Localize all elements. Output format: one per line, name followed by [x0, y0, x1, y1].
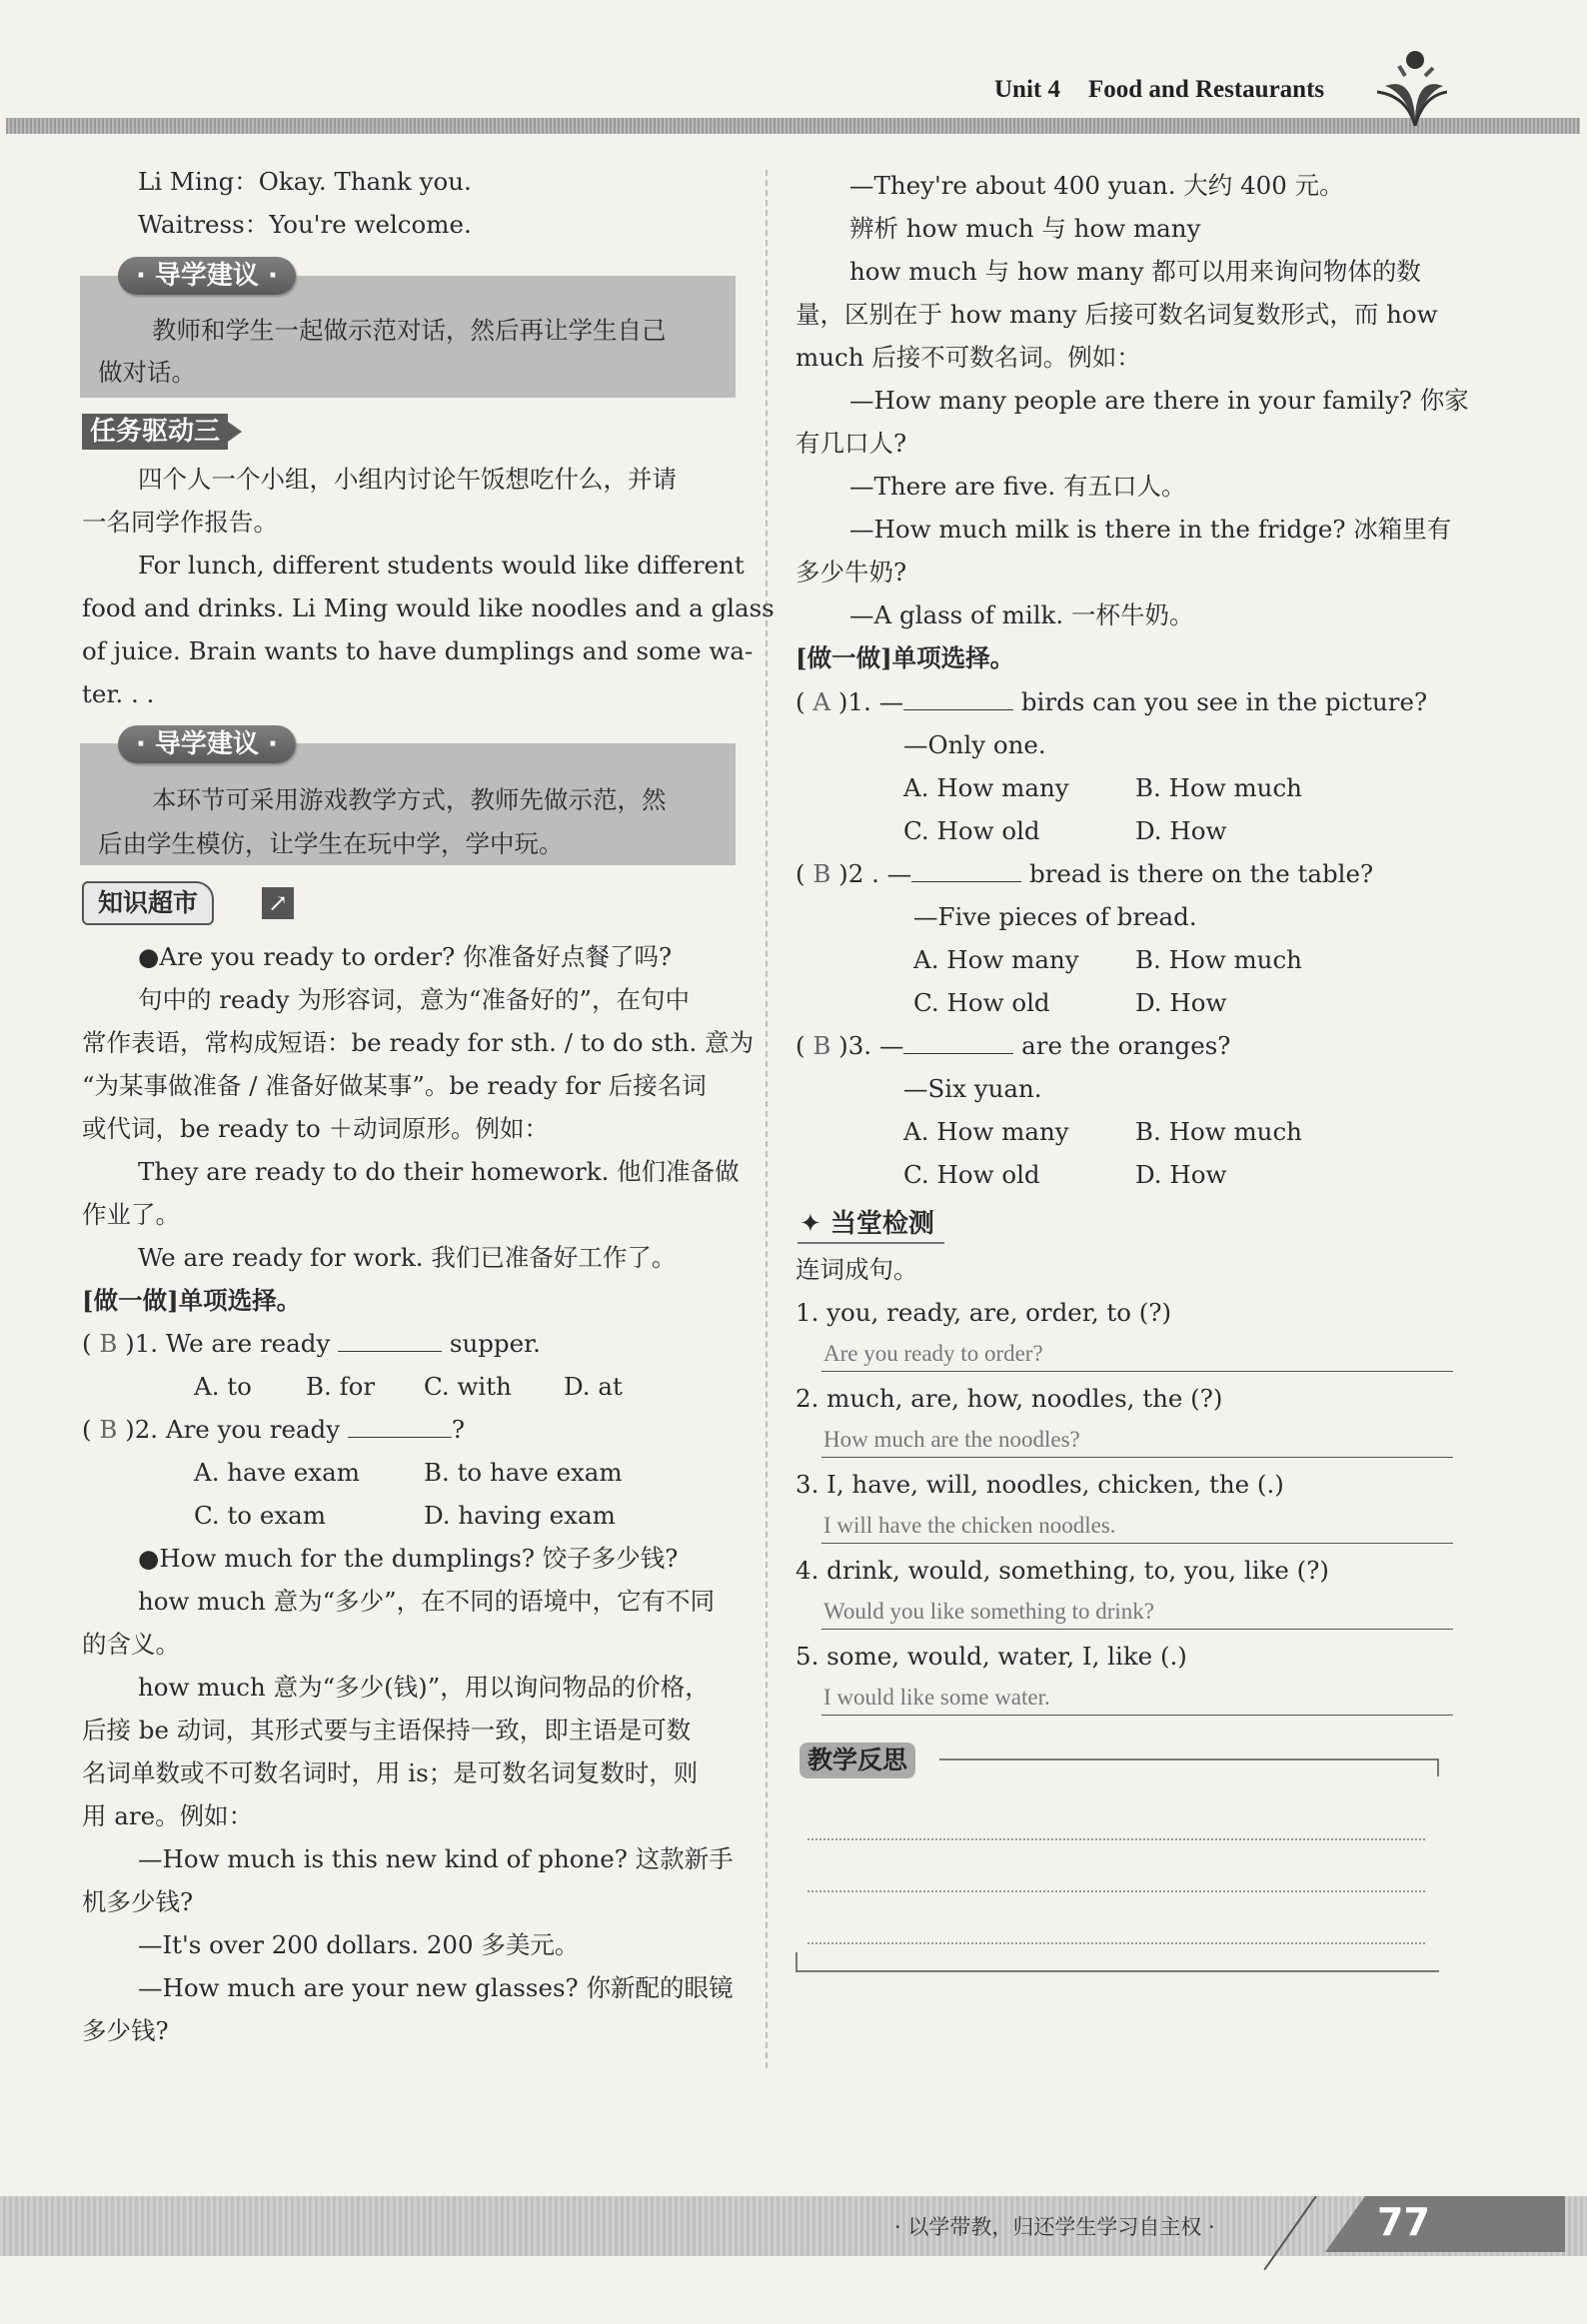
exercise-heading: [做一做]单项选择。	[82, 1286, 302, 1315]
option: A. have exam	[194, 1458, 360, 1487]
answer-blank[interactable]	[348, 1413, 452, 1438]
knowledge-text: ●How much for the dumplings? 饺子多少钱?	[138, 1544, 679, 1573]
answer-line[interactable]: Are you ready to order?	[821, 1337, 1453, 1372]
answer-line[interactable]: I will have the chicken noodles.	[821, 1509, 1453, 1544]
option: C. How old	[903, 1160, 1040, 1189]
option: A. How many	[903, 773, 1069, 802]
page-number-box	[1325, 2196, 1565, 2252]
task-text: ter. . .	[82, 679, 155, 708]
answer-line[interactable]: How much are the noodles?	[821, 1423, 1453, 1458]
knowledge-heading: 知识超市	[82, 881, 214, 925]
dialog-line: Li Ming：Okay. Thank you.	[138, 167, 472, 196]
page-number: 77	[1377, 2200, 1430, 2244]
knowledge-text: They are ready to do their homework. 他们准备做	[138, 1157, 740, 1186]
right-text: —How many people are there in your family? 你家	[849, 386, 1469, 415]
check-intro: 连词成句。	[795, 1255, 918, 1284]
option: A. to	[194, 1372, 252, 1401]
right-text: —How much milk is there in the fridge? 冰箱里有	[849, 515, 1452, 544]
writing-line[interactable]	[807, 1890, 1425, 1892]
answer-mark: B	[99, 1415, 118, 1444]
option: B. How much	[1135, 1117, 1302, 1146]
answer-blank[interactable]	[903, 685, 1013, 710]
task-text: For lunch, different students would like different	[138, 551, 745, 580]
knowledge-text: 后接 be 动词，其形式要与主语保持一致，即主语是可数	[82, 1716, 692, 1744]
right-text: much 后接不可数名词。例如：	[795, 343, 1141, 372]
knowledge-text: 或代词，be ready to ＋动词原形。例如：	[82, 1114, 549, 1143]
tip-text: 后由学生模仿，让学生在玩中学，学中玩。	[98, 829, 564, 858]
tip-text: 做对话。	[98, 358, 196, 387]
tip-text: 教师和学生一起做示范对话，然后再让学生自己	[152, 316, 667, 345]
check-heading: ✦ 当堂检测	[797, 1203, 944, 1244]
answer-mark: B	[812, 1031, 831, 1060]
right-text: 多少牛奶?	[795, 558, 907, 586]
writing-line[interactable]	[807, 1942, 1425, 1944]
answer-line[interactable]: Would you like something to drink?	[821, 1595, 1453, 1630]
answer-blank[interactable]	[338, 1327, 442, 1352]
option: D. How	[1135, 1160, 1227, 1189]
header-band	[6, 118, 1580, 134]
check-question: 2. much, are, how, noodles, the (?)	[795, 1384, 1223, 1413]
option: C. How old	[913, 988, 1050, 1017]
footer-slogan: · 以学带教，归还学生学习自主权 ·	[894, 2215, 1215, 2239]
knowledge-text: ●Are you ready to order? 你准备好点餐了吗?	[138, 942, 673, 971]
answer-mark: B	[812, 859, 831, 888]
knowledge-text: “为某事做准备 / 准备好做某事”。be ready for 后接名词	[82, 1071, 707, 1100]
unit-title: Food and Restaurants	[1087, 76, 1325, 103]
knowledge-text: 常作表语，常构成短语：be ready for sth. / to do sth. 意为	[82, 1028, 755, 1057]
reflection-bottom-border	[795, 1970, 1439, 1972]
right-text: how much 与 how many 都可以用来询问物体的数	[849, 257, 1421, 286]
knowledge-text: 作业了。	[82, 1200, 180, 1229]
tip-heading: · 导学建议 ·	[118, 257, 296, 295]
knowledge-text: 多少钱?	[82, 2016, 169, 2045]
header-title	[994, 76, 1324, 104]
knowledge-text: 用 are。例如：	[82, 1801, 254, 1830]
reply-line: —Five pieces of bread.	[913, 902, 1197, 931]
right-text: 有几口人?	[795, 429, 907, 458]
task-heading: 任务驱动三	[82, 414, 228, 450]
answer-line[interactable]: I would like some water.	[821, 1681, 1453, 1716]
reflection-top-border	[939, 1758, 1439, 1760]
knowledge-text: —It's over 200 dollars. 200 多美元。	[138, 1930, 580, 1959]
dialog-line: Waitress：You're welcome.	[138, 210, 472, 239]
exercise-heading: [做一做]单项选择。	[795, 643, 1015, 672]
task-text: of juice. Brain wants to have dumplings and some wa-	[82, 636, 754, 665]
knowledge-text: 的含义。	[82, 1630, 180, 1659]
knowledge-text: 名词单数或不可数名词时，用 is；是可数名词复数时，则	[82, 1758, 699, 1787]
knowledge-text: —How much are your new glasses? 你新配的眼镜	[138, 1973, 734, 2002]
reflection-heading: 教学反思	[799, 1743, 915, 1778]
reflection-left-border	[795, 1952, 797, 1970]
option: C. with	[424, 1372, 512, 1401]
question-row: ( B )2 . — bread is there on the table?	[795, 859, 1374, 888]
task-text: 四个人一个小组，小组内讨论午饭想吃什么，并请	[138, 465, 677, 494]
option: D. How	[1135, 816, 1227, 845]
reply-line: —Only one.	[903, 730, 1046, 759]
arrow-icon: ↗	[262, 887, 294, 919]
star-icon: ✦	[799, 1209, 821, 1239]
check-question: 4. drink, would, something, to, you, like (?)	[795, 1556, 1329, 1585]
right-text: 辨析 how much 与 how many	[849, 214, 1201, 243]
option: B. for	[306, 1372, 376, 1401]
option: D. at	[564, 1372, 623, 1401]
right-text: 量，区别在于 how many 后接可数名词复数形式，而 how	[795, 300, 1438, 329]
writing-line[interactable]	[807, 1838, 1425, 1840]
right-text: —There are five. 有五口人。	[849, 472, 1186, 501]
option: B. to have exam	[424, 1458, 623, 1487]
question-row: ( B )2. Are you ready ?	[82, 1415, 466, 1444]
reflection-right-border	[1437, 1758, 1439, 1776]
question-row: ( B )3. — are the oranges?	[795, 1031, 1231, 1060]
tip-text: 本环节可采用游戏教学方式，教师先做示范，然	[152, 785, 667, 814]
option: A. How many	[903, 1117, 1069, 1146]
answer-blank[interactable]	[911, 857, 1021, 882]
knowledge-text: how much 意为“多少”，在不同的语境中，它有不同	[138, 1587, 716, 1616]
knowledge-text: —How much is this new kind of phone? 这款新手	[138, 1844, 734, 1873]
option: D. How	[1135, 988, 1227, 1017]
right-text: —They're about 400 yuan. 大约 400 元。	[849, 171, 1344, 200]
option: B. How much	[1135, 773, 1302, 802]
task-text: 一名同学作报告。	[82, 508, 278, 537]
knowledge-text: We are ready for work. 我们已准备好工作了。	[138, 1243, 677, 1272]
question-row: ( A )1. — birds can you see in the picture?	[795, 687, 1428, 716]
answer-mark: B	[99, 1329, 118, 1358]
check-question: 5. some, would, water, I, like (.)	[795, 1642, 1187, 1671]
check-question: 1. you, ready, are, order, to (?)	[795, 1298, 1172, 1327]
right-text: —A glass of milk. 一杯牛奶。	[849, 600, 1194, 629]
reply-line: —Six yuan.	[903, 1074, 1042, 1103]
option: A. How many	[913, 945, 1079, 974]
option: D. having exam	[424, 1501, 616, 1530]
option: C. How old	[903, 816, 1040, 845]
option: C. to exam	[194, 1501, 326, 1530]
knowledge-text: 句中的 ready 为形容词，意为“准备好的”，在句中	[138, 985, 690, 1014]
knowledge-text: 机多少钱?	[82, 1887, 194, 1916]
tip-heading: · 导学建议 ·	[118, 725, 296, 763]
book-logo-icon	[1377, 46, 1447, 126]
answer-blank[interactable]	[903, 1029, 1013, 1054]
option: B. How much	[1135, 945, 1302, 974]
unit-label: Unit 4	[994, 76, 1060, 103]
check-question: 3. I, have, will, noodles, chicken, the (.)	[795, 1470, 1284, 1499]
answer-mark: A	[812, 687, 831, 716]
knowledge-text: how much 意为“多少(钱)”，用以询问物品的价格，	[138, 1673, 710, 1702]
task-text: food and drinks. Li Ming would like noodles and a glass	[82, 593, 775, 622]
question-row: ( B )1. We are ready supper.	[82, 1329, 541, 1358]
column-divider	[766, 170, 768, 2068]
